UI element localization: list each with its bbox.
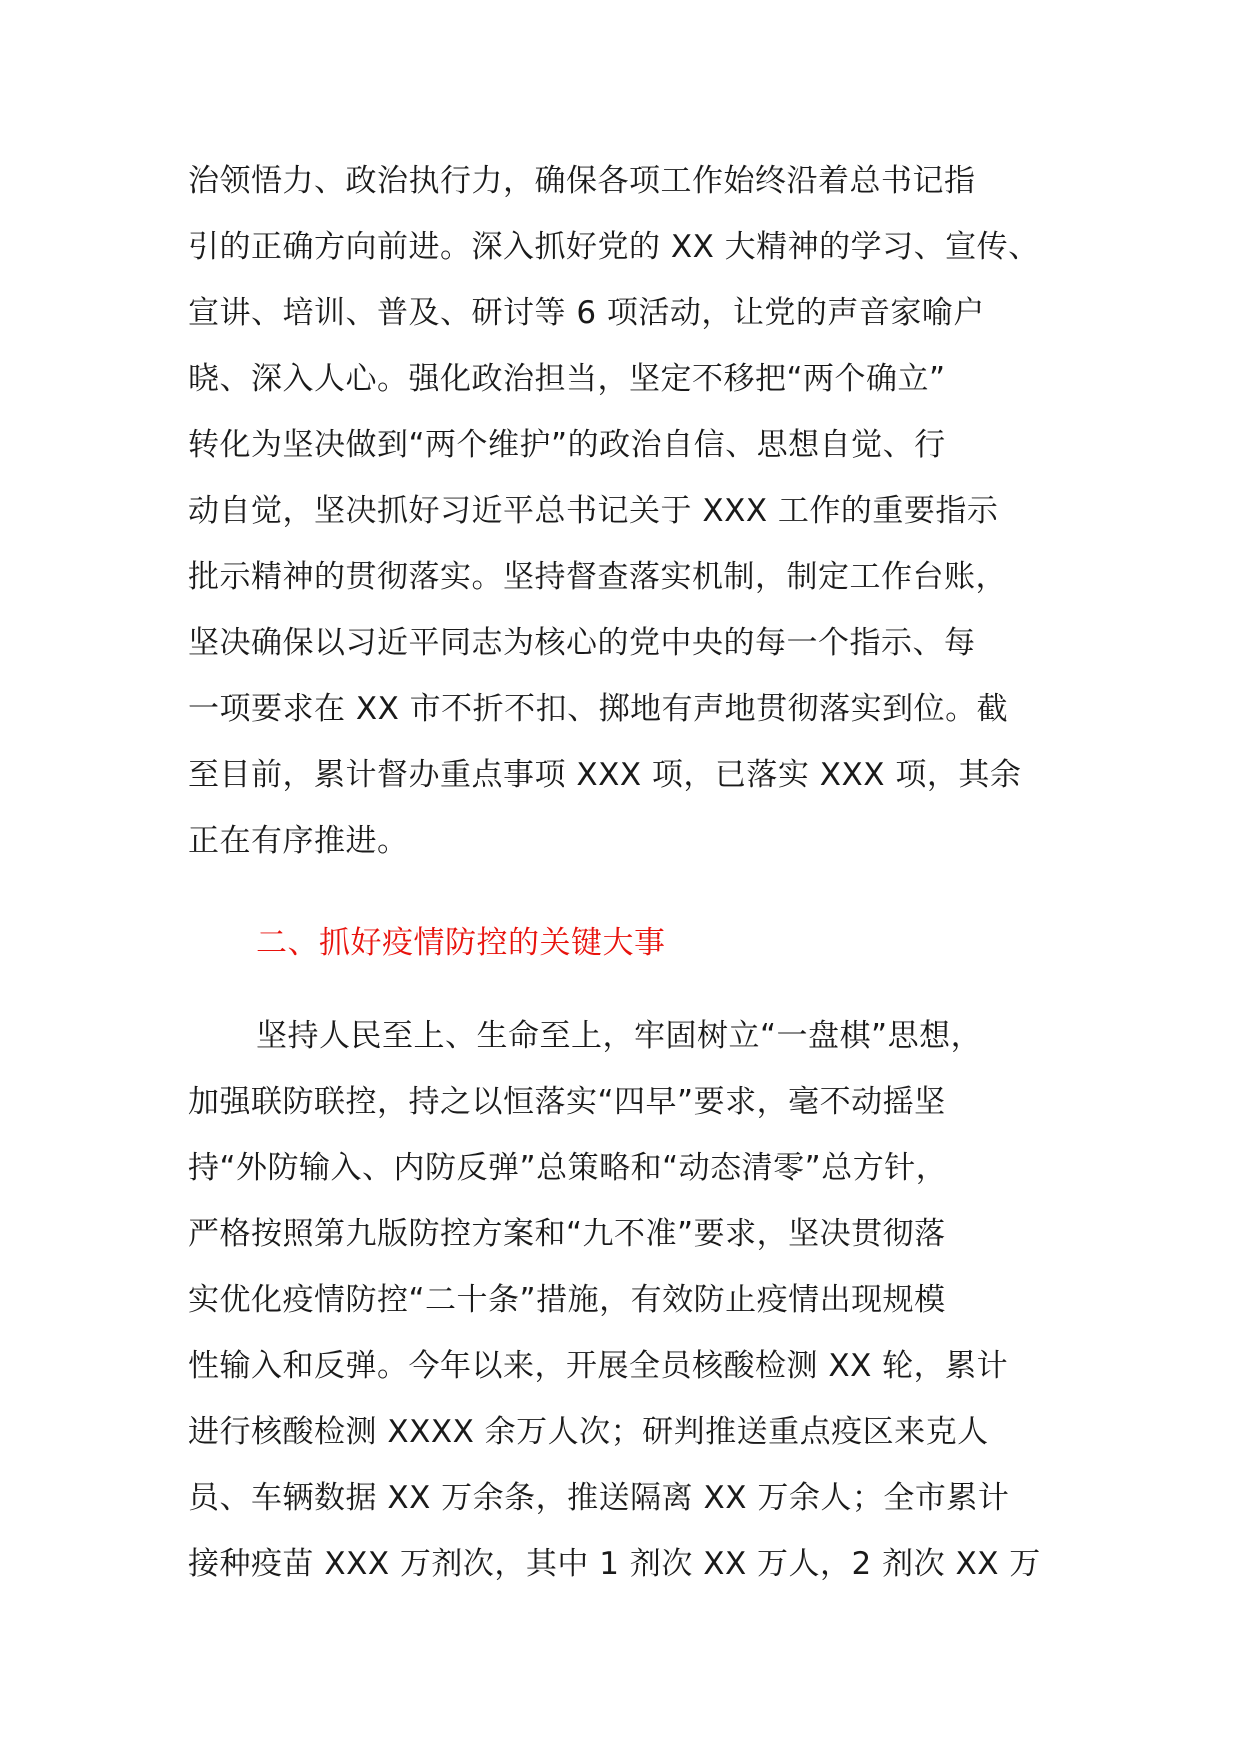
paragraph-line: 晓、深入人心。强化政治担当，坚定不移把“两个确立” bbox=[188, 361, 946, 397]
paragraph-line: 严格按照第九版防控方案和“九不准”要求，坚决贯彻落 bbox=[188, 1216, 946, 1252]
paragraph-line: 宣讲、培训、普及、研讨等 6 项活动，让党的声音家喻户 bbox=[188, 295, 985, 331]
paragraph-line: 实优化疫情防控“二十条”措施，有效防止疫情出现规模 bbox=[188, 1282, 946, 1318]
paragraph-line: 引的正确方向前进。深入抓好党的 XX 大精神的学习、宣传、 bbox=[188, 229, 1040, 265]
paragraph-line: 转化为坚决做到“两个维护”的政治自信、思想自觉、行 bbox=[188, 427, 946, 463]
section-heading: 二、抓好疫情防控的关键大事 bbox=[256, 925, 666, 961]
paragraph-line: 进行核酸检测 XXXX 余万人次；研判推送重点疫区来克人 bbox=[188, 1414, 989, 1450]
paragraph-line: 至目前，累计督办重点事项 XXX 项，已落实 XXX 项，其余 bbox=[188, 757, 1022, 793]
paragraph-line: 坚持人民至上、生命至上，牢固树立“一盘棋”思想， bbox=[256, 1018, 983, 1054]
paragraph-line: 批示精神的贯彻落实。坚持督查落实机制，制定工作台账， bbox=[188, 559, 1007, 595]
paragraph-line: 性输入和反弹。今年以来，开展全员核酸检测 XX 轮，累计 bbox=[188, 1348, 1009, 1384]
paragraph-line: 坚决确保以习近平同志为核心的党中央的每一个指示、每 bbox=[188, 625, 976, 661]
paragraph-line: 一项要求在 XX 市不折不扣、掷地有声地贯彻落实到位。截 bbox=[188, 691, 1009, 727]
paragraph-line: 治领悟力、政治执行力，确保各项工作始终沿着总书记指 bbox=[188, 163, 976, 199]
paragraph-line: 正在有序推进。 bbox=[188, 823, 409, 859]
paragraph-epidemic-control bbox=[188, 1003, 1068, 1597]
paragraph-line: 加强联防联控，持之以恒落实“四早”要求，毫不动摇坚 bbox=[188, 1084, 946, 1120]
paragraph-line: 动自觉，坚决抓好习近平总书记关于 XXX 工作的重要指示 bbox=[188, 493, 999, 529]
paragraph-line: 接种疫苗 XXX 万剂次，其中 1 剂次 XX 万人，2 剂次 XX 万 bbox=[188, 1546, 1041, 1582]
paragraph-line: 持“外防输入、内防反弹”总策略和“动态清零”总方针， bbox=[188, 1150, 948, 1186]
paragraph-political-leadership bbox=[188, 148, 1068, 874]
paragraph-line: 员、车辆数据 XX 万余条，推送隔离 XX 万余人；全市累计 bbox=[188, 1480, 1010, 1516]
